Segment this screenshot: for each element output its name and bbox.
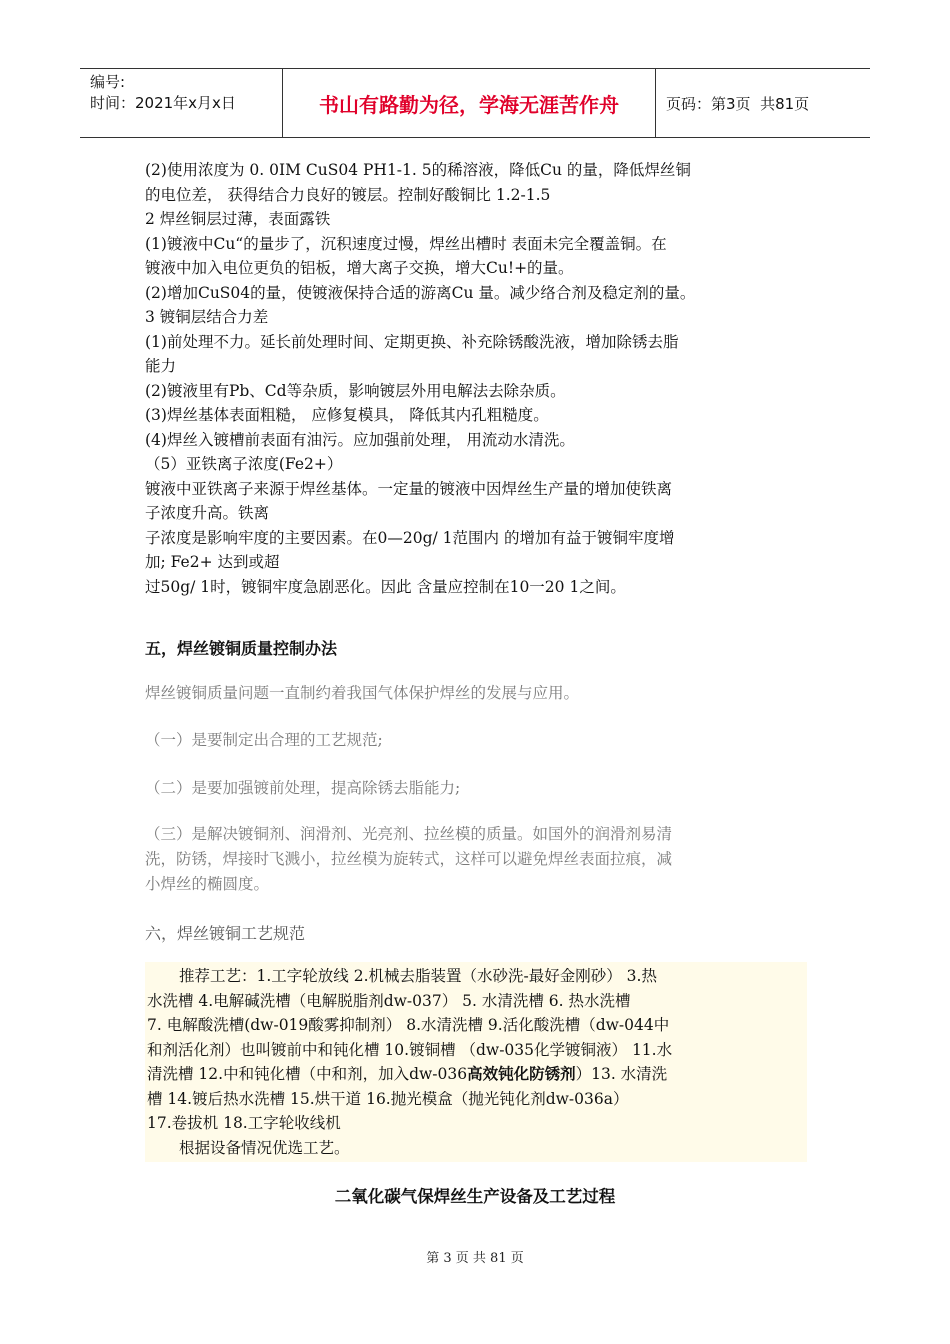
code-label: 编号: (90, 73, 126, 91)
body-line: 子浓度是影响牢度的主要因素。在0—20g/ 1范围内 的增加有益于镀铜牢度增 (145, 528, 675, 547)
item3-line: （三）是解决镀铜剂、润滑剂、光亮剂、拉丝模的质量。如国外的润滑剂易清 (145, 825, 673, 843)
body-line: (1)前处理不力。延长前处理时间、定期更换、补充除锈酸洗液，增加除锈去脂 (145, 332, 679, 351)
time-label: 时间：2021年x月x日 (90, 94, 236, 112)
process-line: 7. 电解酸洗槽(dw-019酸雾抑制剂） 8.水清洗槽 9.活化酸洗槽（dw-044中 (147, 1016, 670, 1034)
body-line: 加; Fe2+ 达到或超 (145, 553, 280, 571)
body-line: 的电位差， 获得结合力良好的镀层。控制好酸铜比 1.2-1.5 (145, 185, 551, 204)
header-page-info: 页码：第3页 共81页 (666, 94, 810, 113)
body-line: 镀液中亚铁离子来源于焊丝基体。一定量的镀液中因焊丝生产量的增加使铁离 (145, 479, 673, 498)
body-line: 3 镀铜层结合力差 (145, 308, 269, 326)
process-note: 根据设备情况优选工艺。 (179, 1138, 350, 1157)
body-line: 子浓度升高。铁离 (145, 504, 270, 522)
process-line: 水洗槽 4.电解碱洗槽（电解脱脂剂dw-037） 5. 水清洗槽 6. 热水洗槽 (147, 991, 631, 1010)
body-line: 能力 (145, 357, 177, 375)
body-line: 镀液中加入电位更负的铝板，增大离子交换，增大Cu!+的量。 (145, 259, 574, 277)
body-text (145, 158, 815, 599)
body-line: 2 焊丝铜层过薄，表面露铁 (145, 210, 331, 228)
body-line: (2)使用浓度为 0. 0IM CuS04 PH1-1. 5的稀溶液，降低Cu 的量，降低焊丝铜 (145, 161, 691, 179)
body-line: 过50g/ 1时，镀铜牢度急剧恶化。因此 含量应控制在10一20 1之间。 (145, 577, 626, 596)
page-header (80, 68, 870, 138)
section5-intro: 焊丝镀铜质量问题一直制约着我国气体保护焊丝的发展与应用。 (145, 684, 580, 702)
page-footer: 第 3 页 共 81 页 (426, 1251, 524, 1266)
section5-item3 (145, 822, 805, 897)
header-motto: 书山有路勤为径，学海无涯苦作舟 (283, 69, 656, 137)
body-line: (2)镀液里有Pb、Cd等杂质，影响镀层外用电解法去除杂质。 (145, 381, 566, 400)
process-line: 推荐工艺：1.工字轮放线 2.机械去脂装置（水砂洗-最好金刚砂） 3.热 (179, 967, 657, 985)
page-subtitle: 二氧化碳气保焊丝生产设备及工艺过程 (334, 1187, 616, 1206)
body-line: （5）亚铁离子浓度(Fe2+） (145, 455, 343, 473)
process-box (145, 962, 807, 1162)
body-line: (1)镀液中Cu“的量步了，沉积速度过慢，焊丝出槽时 表面未完全覆盖铜。在 (145, 234, 667, 253)
process-line-7: 17.卷拔机 18.工字轮收线机 (147, 1114, 341, 1132)
body-line: (2)增加CuS04的量，使镀液保持合适的游离Cu 量。减少络合剂及稳定剂的量。 (145, 283, 696, 302)
section5-title: 五，焊丝镀铜质量控制办法 (145, 639, 338, 658)
section5-item1: （一）是要制定出合理的工艺规范; (145, 731, 383, 749)
process-line-6: 槽 14.镀后热水洗槽 15.烘干道 16.抛光模盒（抛光钝化剂dw-036a） (147, 1089, 629, 1108)
process-line-5: 清洗槽 12.中和钝化槽（中和剂，加入dw-036高效钝化防锈剂）13. 水清洗 (147, 1065, 668, 1083)
body-line: (3)焊丝基体表面粗糙， 应修复模具， 降低其内孔粗糙度。 (145, 406, 549, 424)
body-line: (4)焊丝入镀槽前表面有油污。应加强前处理， 用流动水清洗。 (145, 430, 575, 449)
header-meta (80, 69, 283, 137)
section6-title: 六，焊丝镀铜工艺规范 (145, 924, 306, 943)
section5-item2: （二）是要加强镀前处理，提高除锈去脂能力; (145, 779, 461, 797)
item3-line: 小焊丝的椭圆度。 (145, 875, 270, 893)
process-line: 和剂活化剂）也叫镀前中和钝化槽 10.镀铜槽 （dw-035化学镀铜液） 11.水 (147, 1040, 673, 1059)
item3-line: 洗，防锈，焊接时飞溅小，拉丝模为旋转式，这样可以避免焊丝表面拉痕，减 (145, 850, 673, 868)
